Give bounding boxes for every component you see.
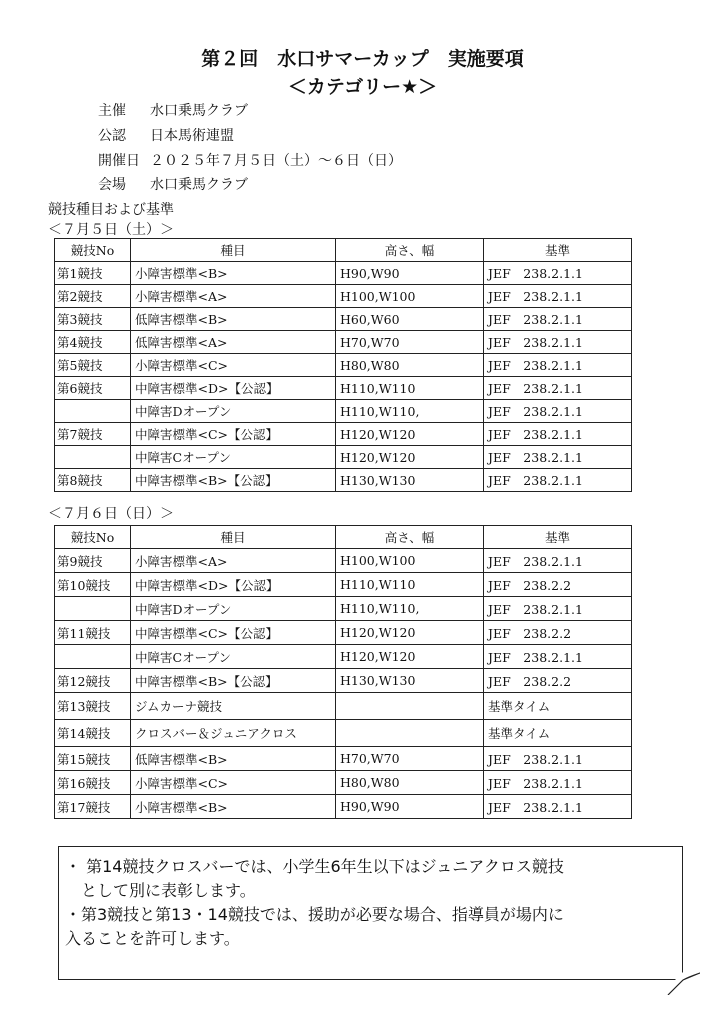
cell-standard: JEF 238.2.1.1 bbox=[484, 771, 632, 795]
cell-no bbox=[55, 597, 131, 621]
cell-no bbox=[55, 446, 131, 469]
day1-label: ＜７月５日（土）＞ bbox=[48, 222, 174, 238]
cell-standard: JEF 238.2.2 bbox=[484, 621, 632, 645]
cell-size: H110,W110 bbox=[336, 377, 484, 400]
cell-event: 中障害標準<B>【公認】 bbox=[131, 469, 336, 492]
table-row bbox=[55, 597, 632, 621]
meta-key: 会場 bbox=[98, 177, 126, 193]
cell-size: H70,W70 bbox=[336, 331, 484, 354]
cell-no: 第8競技 bbox=[55, 469, 131, 492]
cell-no: 第6競技 bbox=[55, 377, 131, 400]
meta-key: 主催 bbox=[98, 103, 126, 119]
cell-no: 第15競技 bbox=[55, 747, 131, 771]
table-row bbox=[55, 400, 632, 423]
cell-standard: JEF 238.2.1.1 bbox=[484, 308, 632, 331]
table-row bbox=[55, 377, 632, 400]
cell-no: 第13競技 bbox=[55, 693, 131, 720]
cell-no: 第16競技 bbox=[55, 771, 131, 795]
cell-no: 第11競技 bbox=[55, 621, 131, 645]
day2-table bbox=[54, 525, 632, 819]
header-size: 高さ、幅 bbox=[336, 526, 484, 549]
cell-size: H90,W90 bbox=[336, 795, 484, 819]
table-row bbox=[55, 795, 632, 819]
table-row bbox=[55, 693, 632, 720]
cell-size: H100,W100 bbox=[336, 549, 484, 573]
cell-standard: JEF 238.2.1.1 bbox=[484, 446, 632, 469]
cell-no: 第3競技 bbox=[55, 308, 131, 331]
cell-standard: JEF 238.2.1.1 bbox=[484, 331, 632, 354]
cell-event: 小障害標準<A> bbox=[131, 285, 336, 308]
table-row bbox=[55, 262, 632, 285]
cell-no: 第4競技 bbox=[55, 331, 131, 354]
cell-size: H130,W130 bbox=[336, 669, 484, 693]
table-row bbox=[55, 621, 632, 645]
cell-no: 第14競技 bbox=[55, 720, 131, 747]
meta-value: 水口乗馬クラブ bbox=[150, 177, 248, 193]
cell-size: H70,W70 bbox=[336, 747, 484, 771]
meta-organizer bbox=[98, 100, 248, 120]
cell-size: H120,W120 bbox=[336, 645, 484, 669]
cell-event: 小障害標準<A> bbox=[131, 549, 336, 573]
cell-standard: JEF 238.2.1.1 bbox=[484, 285, 632, 308]
note-line: として別に表彰します。 bbox=[65, 881, 256, 900]
cell-event: 中障害標準<B>【公認】 bbox=[131, 669, 336, 693]
cell-standard: 基準タイム bbox=[484, 720, 632, 747]
cell-standard: JEF 238.2.2 bbox=[484, 573, 632, 597]
table-header-row bbox=[55, 526, 632, 549]
table-row bbox=[55, 331, 632, 354]
cell-standard: JEF 238.2.1.1 bbox=[484, 645, 632, 669]
header-size: 高さ、幅 bbox=[336, 239, 484, 262]
cell-event: 中障害標準<D>【公認】 bbox=[131, 377, 336, 400]
cell-event: 中障害Cオープン bbox=[131, 645, 336, 669]
page-title: 第２回 水口サマーカップ 実施要項 bbox=[201, 48, 524, 70]
cell-standard: JEF 238.2.1.1 bbox=[484, 400, 632, 423]
table-row bbox=[55, 645, 632, 669]
meta-value: ２０２５年７月５日（土）～６日（日） bbox=[150, 153, 402, 169]
meta-venue bbox=[98, 174, 248, 194]
cell-no: 第10競技 bbox=[55, 573, 131, 597]
cell-size: H120,W120 bbox=[336, 446, 484, 469]
cell-event: 低障害標準<B> bbox=[131, 747, 336, 771]
table-row bbox=[55, 446, 632, 469]
cell-no: 第7競技 bbox=[55, 423, 131, 446]
table-row bbox=[55, 720, 632, 747]
cell-event: 小障害標準<B> bbox=[131, 795, 336, 819]
cell-size: H110,W110, bbox=[336, 400, 484, 423]
cell-event: 小障害標準<C> bbox=[131, 354, 336, 377]
meta-date bbox=[98, 150, 402, 170]
cell-standard: JEF 238.2.1.1 bbox=[484, 354, 632, 377]
cell-size: H110,W110 bbox=[336, 573, 484, 597]
day2-label: ＜７月６日（日）＞ bbox=[48, 506, 174, 522]
table-row bbox=[55, 469, 632, 492]
table-row bbox=[55, 549, 632, 573]
header-standard: 基準 bbox=[484, 239, 632, 262]
meta-sanction bbox=[98, 125, 234, 145]
header-event: 種目 bbox=[131, 526, 336, 549]
cell-standard: JEF 238.2.1.1 bbox=[484, 549, 632, 573]
cell-no: 第2競技 bbox=[55, 285, 131, 308]
table-row bbox=[55, 354, 632, 377]
section-title: 競技種目および基準 bbox=[48, 202, 174, 218]
header-no: 競技No bbox=[55, 526, 131, 549]
meta-value: 日本馬術連盟 bbox=[150, 128, 234, 144]
table-row bbox=[55, 747, 632, 771]
meta-key: 公認 bbox=[98, 128, 126, 144]
cell-no: 第5競技 bbox=[55, 354, 131, 377]
cell-event: 中障害標準<D>【公認】 bbox=[131, 573, 336, 597]
cell-standard: JEF 238.2.1.1 bbox=[484, 597, 632, 621]
table-row bbox=[55, 308, 632, 331]
cell-size: H100,W100 bbox=[336, 285, 484, 308]
cell-event: 中障害Dオープン bbox=[131, 400, 336, 423]
cell-no bbox=[55, 645, 131, 669]
cell-standard: JEF 238.2.2 bbox=[484, 669, 632, 693]
cell-event: 小障害標準<C> bbox=[131, 771, 336, 795]
day1-table bbox=[54, 238, 632, 492]
cell-event: 中障害標準<C>【公認】 bbox=[131, 423, 336, 446]
header-event: 種目 bbox=[131, 239, 336, 262]
page-curl-icon bbox=[660, 955, 700, 995]
cell-no: 第9競技 bbox=[55, 549, 131, 573]
table-row bbox=[55, 771, 632, 795]
cell-no: 第12競技 bbox=[55, 669, 131, 693]
table-header-row bbox=[55, 239, 632, 262]
note-line: ・第3競技と第13・14競技では、援助が必要な場合、指導員が場内に bbox=[65, 905, 564, 924]
page-subtitle: ＜カテゴリー★＞ bbox=[287, 76, 438, 98]
note-line: 入ることを許可します。 bbox=[65, 929, 240, 948]
header-no: 競技No bbox=[55, 239, 131, 262]
cell-no bbox=[55, 400, 131, 423]
cell-size: H120,W120 bbox=[336, 423, 484, 446]
table-row bbox=[55, 285, 632, 308]
cell-event: クロスバー＆ジュニアクロス bbox=[131, 720, 336, 747]
cell-event: 小障害標準<B> bbox=[131, 262, 336, 285]
table-row bbox=[55, 669, 632, 693]
cell-no: 第17競技 bbox=[55, 795, 131, 819]
header-standard: 基準 bbox=[484, 526, 632, 549]
cell-event: ジムカーナ競技 bbox=[131, 693, 336, 720]
table-row bbox=[55, 423, 632, 446]
cell-size bbox=[336, 693, 484, 720]
cell-size: H130,W130 bbox=[336, 469, 484, 492]
cell-event: 中障害Dオープン bbox=[131, 597, 336, 621]
cell-size: H80,W80 bbox=[336, 354, 484, 377]
cell-size: H60,W60 bbox=[336, 308, 484, 331]
cell-size bbox=[336, 720, 484, 747]
cell-event: 中障害Cオープン bbox=[131, 446, 336, 469]
cell-size: H120,W120 bbox=[336, 621, 484, 645]
cell-standard: 基準タイム bbox=[484, 693, 632, 720]
cell-standard: JEF 238.2.1.1 bbox=[484, 262, 632, 285]
meta-key: 開催日 bbox=[98, 153, 140, 169]
cell-size: H110,W110, bbox=[336, 597, 484, 621]
cell-event: 低障害標準<A> bbox=[131, 331, 336, 354]
cell-standard: JEF 238.2.1.1 bbox=[484, 423, 632, 446]
cell-no: 第1競技 bbox=[55, 262, 131, 285]
cell-standard: JEF 238.2.1.1 bbox=[484, 747, 632, 771]
table-row bbox=[55, 573, 632, 597]
cell-standard: JEF 238.2.1.1 bbox=[484, 469, 632, 492]
meta-value: 水口乗馬クラブ bbox=[150, 103, 248, 119]
note-line: ・ 第14競技クロスバーでは、小学生6年生以下はジュニアクロス競技 bbox=[65, 857, 564, 876]
cell-size: H90,W90 bbox=[336, 262, 484, 285]
cell-standard: JEF 238.2.1.1 bbox=[484, 795, 632, 819]
cell-event: 低障害標準<B> bbox=[131, 308, 336, 331]
cell-standard: JEF 238.2.1.1 bbox=[484, 377, 632, 400]
notes-box bbox=[58, 846, 683, 980]
cell-size: H80,W80 bbox=[336, 771, 484, 795]
cell-event: 中障害標準<C>【公認】 bbox=[131, 621, 336, 645]
